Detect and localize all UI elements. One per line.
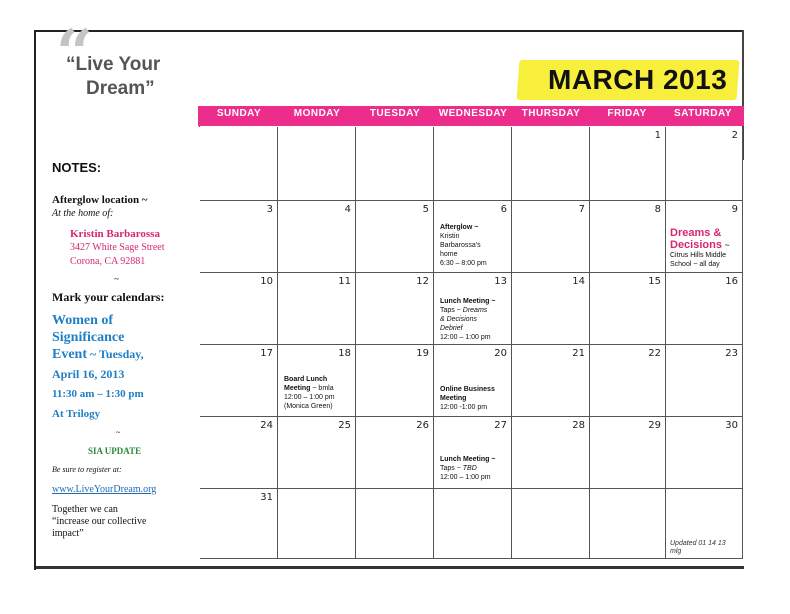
event-board-lunch [284, 375, 335, 411]
quote-line: impact” [52, 528, 84, 539]
event-line: TBD [462, 465, 477, 472]
event-line: ~ [721, 240, 730, 250]
day-number: 13 [494, 276, 507, 287]
event-time: 12:00 – 1:00 pm [440, 474, 491, 481]
weekday-sunday: SUNDAY [216, 108, 262, 119]
day-cell-11[interactable] [278, 273, 356, 345]
day-cell-20[interactable] [434, 345, 512, 417]
host-address-2: Corona, CA 92881 [70, 256, 146, 267]
day-number: 23 [725, 348, 738, 359]
women-of-significance [52, 312, 144, 363]
day-cell-18[interactable] [278, 345, 356, 417]
day-cell-14[interactable] [512, 273, 590, 345]
day-cell-23[interactable] [666, 345, 743, 417]
frame-top-border [34, 30, 744, 32]
day-cell-7[interactable] [512, 201, 590, 273]
day-number: 10 [260, 276, 273, 287]
day-cell-29[interactable] [590, 417, 666, 489]
event-line: Taps ~ [440, 465, 463, 472]
event-lunch-meeting [440, 297, 495, 342]
day-cell-2[interactable] [666, 127, 743, 201]
event-title: Board Lunch [284, 376, 328, 383]
day-cell-empty [278, 489, 356, 559]
day-cell-30[interactable] [666, 417, 743, 489]
day-number: 26 [416, 420, 429, 431]
day-cell-empty [200, 127, 278, 201]
event-title: Lunch Meeting ~ [440, 298, 496, 305]
event-title: Meeting [284, 385, 311, 392]
day-number: 6 [500, 204, 507, 215]
event-online-business [440, 385, 495, 412]
day-cell-empty [590, 489, 666, 559]
event-title: Meeting [440, 395, 467, 402]
event-time: 12:00 -1:00 pm [440, 404, 488, 411]
day-cell-1[interactable] [590, 127, 666, 201]
day-number: 24 [260, 420, 273, 431]
event-line: Taps ~ [440, 307, 463, 314]
updated-line: mlg [670, 548, 682, 555]
separator-tilde: ~ [116, 428, 121, 437]
day-cell-12[interactable] [356, 273, 434, 345]
day-number: 31 [260, 492, 273, 503]
day-cell-empty [512, 127, 590, 201]
sia-update: SIA UPDATE [88, 446, 142, 456]
month-title: MARCH 2013 [548, 64, 728, 95]
wos-day: ~ Tuesday, [87, 347, 144, 361]
day-cell-empty [356, 127, 434, 201]
weekday-monday: MONDAY [293, 108, 341, 119]
afterglow-location: Afterglow location ~ [52, 194, 148, 206]
event-line: ~ bmla [310, 385, 334, 392]
weekday-friday: FRIDAY [607, 108, 647, 119]
day-cell-empty [434, 127, 512, 201]
day-cell-22[interactable] [590, 345, 666, 417]
event-line: School ~ all day [670, 261, 720, 268]
event-line: Barbarossa's [440, 242, 481, 249]
day-cell-3[interactable] [200, 201, 278, 273]
tagline-line1: “Live Your [66, 54, 161, 75]
day-cell-21[interactable] [512, 345, 590, 417]
day-number: 30 [725, 420, 738, 431]
updated-line: Updated 01 14 13 [670, 540, 726, 547]
event-time: 12:00 – 1:00 pm [284, 394, 335, 401]
day-number: 3 [266, 204, 273, 215]
event-dreams-decisions-title [670, 227, 730, 251]
day-number: 20 [494, 348, 507, 359]
mark-calendars: Mark your calendars: [52, 290, 165, 304]
notes-heading: NOTES: [52, 160, 102, 175]
wos-time: 11:30 am – 1:30 pm [52, 388, 144, 400]
event-title: Decisions [670, 239, 722, 251]
event-line: & Decisions [440, 316, 477, 323]
day-cell-17[interactable] [200, 345, 278, 417]
day-number: 28 [572, 420, 585, 431]
weekday-tuesday: TUESDAY [369, 108, 421, 119]
day-number: 1 [654, 130, 661, 141]
day-number: 5 [422, 204, 429, 215]
tagline-line2: Dream” [86, 78, 155, 99]
wos-line: Women of [52, 313, 114, 328]
collective-impact-quote [52, 504, 146, 540]
tagline [66, 53, 160, 101]
day-cell-4[interactable] [278, 201, 356, 273]
day-cell-25[interactable] [278, 417, 356, 489]
weekday-wednesday: WEDNESDAY [438, 108, 508, 119]
updated-note [670, 540, 726, 556]
day-cell-28[interactable] [512, 417, 590, 489]
separator-tilde: ~ [114, 274, 119, 284]
host-address-1: 3427 White Sage Street [70, 242, 165, 253]
day-number: 14 [572, 276, 585, 287]
wos-date: April 16, 2013 [52, 367, 125, 381]
day-number: 4 [344, 204, 351, 215]
day-cell-15[interactable] [590, 273, 666, 345]
day-number: 27 [494, 420, 507, 431]
day-number: 17 [260, 348, 273, 359]
frame-bottom-border [36, 566, 744, 569]
event-line: Citrus Hills Middle [670, 252, 727, 259]
day-cell-13[interactable] [434, 273, 512, 345]
day-cell-10[interactable] [200, 273, 278, 345]
day-number: 7 [578, 204, 585, 215]
day-cell-6[interactable] [434, 201, 512, 273]
quote-line: Together we can [52, 504, 118, 515]
register-note: Be sure to register at: [52, 465, 122, 474]
event-afterglow [440, 223, 487, 268]
event-time: 12:00 – 1:00 pm [440, 334, 491, 341]
event-line: (Monica Green) [284, 403, 333, 410]
day-number: 19 [416, 348, 429, 359]
event-line: Kristin [440, 233, 460, 240]
event-line: Dreams [462, 307, 488, 314]
day-cell-24[interactable] [200, 417, 278, 489]
day-number: 9 [731, 204, 738, 215]
day-cell-5[interactable] [356, 201, 434, 273]
wos-place: At Trilogy [52, 408, 101, 420]
day-number: 8 [654, 204, 661, 215]
day-cell-16[interactable] [666, 273, 743, 345]
wos-line: Event [52, 347, 87, 362]
event-dreams-decisions-details [670, 251, 726, 269]
day-number: 12 [416, 276, 429, 287]
weekday-thursday: THURSDAY [521, 108, 581, 119]
quote-line: “increase our collective [52, 516, 147, 527]
event-title: Lunch Meeting ~ [440, 456, 496, 463]
day-cell-19[interactable] [356, 345, 434, 417]
quote-mark-icon: “ [56, 16, 93, 91]
day-number: 15 [648, 276, 661, 287]
host-name: Kristin Barbarossa [70, 228, 160, 240]
event-title: Online Business [440, 386, 495, 393]
day-number: 16 [725, 276, 738, 287]
wos-line: Significance [52, 330, 125, 345]
event-lunch-meeting [440, 455, 495, 482]
website-link[interactable]: www.LiveYourDream.org [52, 484, 157, 495]
day-cell-27[interactable] [434, 417, 512, 489]
day-number: 25 [338, 420, 351, 431]
day-cell-26[interactable] [356, 417, 434, 489]
at-home-label: At the home of: [52, 208, 114, 219]
day-number: 18 [338, 348, 351, 359]
day-number: 29 [648, 420, 661, 431]
day-number: 22 [648, 348, 661, 359]
event-line: home [440, 251, 458, 258]
weekday-saturday: SATURDAY [674, 108, 732, 119]
event-title: Dreams & [670, 227, 722, 239]
day-cell-empty [512, 489, 590, 559]
day-number: 2 [731, 130, 738, 141]
day-number: 11 [338, 276, 351, 287]
day-cell-31[interactable] [200, 489, 278, 559]
event-time: 6:30 – 8:00 pm [440, 260, 487, 267]
event-title: Afterglow ~ [440, 224, 479, 231]
day-cell-empty [356, 489, 434, 559]
day-number: 21 [572, 348, 585, 359]
day-cell-empty [434, 489, 512, 559]
day-cell-empty [278, 127, 356, 201]
day-cell-8[interactable] [590, 201, 666, 273]
event-line: Debrief [440, 325, 463, 332]
